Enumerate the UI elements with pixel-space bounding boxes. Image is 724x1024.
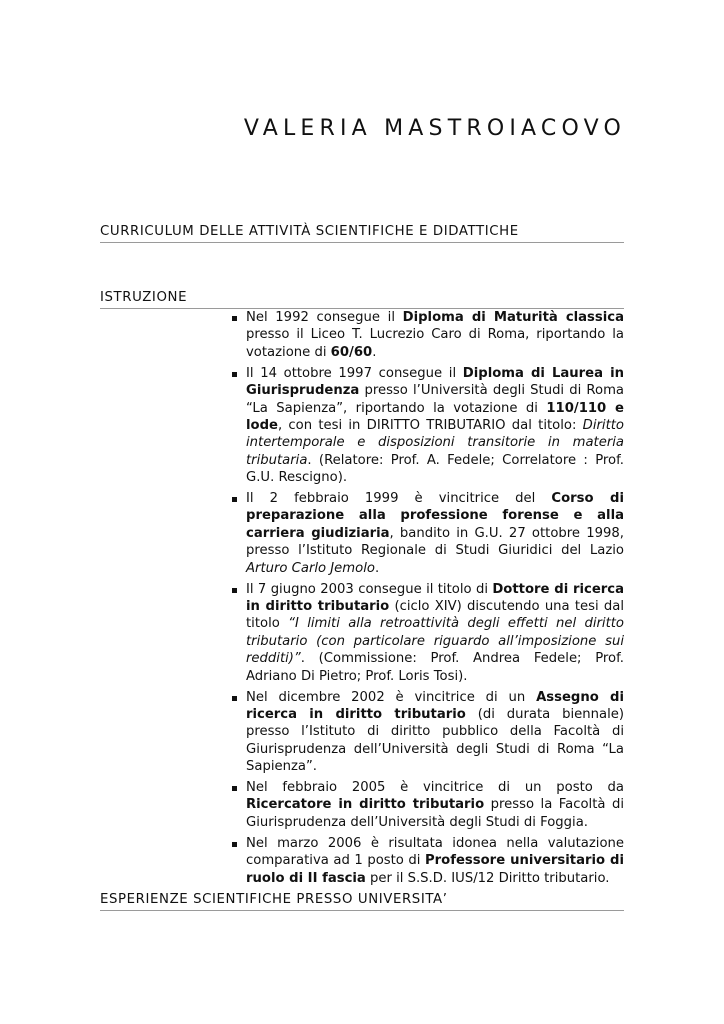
item-bold-text: Dottore di ricerca in diritto tributario <box>246 581 624 614</box>
bullet-icon <box>232 497 237 502</box>
item-text: , bandito in G.U. 27 ottobre 1998, presso l’Istituto Regionale di Studi Giuridici del Lazio <box>246 525 624 559</box>
item-text: Nel febbraio 2005 è vincitrice di un posto da <box>246 780 624 796</box>
curriculum-heading: CURRICULUM DELLE ATTIVITÀ SCIENTIFICHE E DIDATTICHE <box>100 224 624 243</box>
item-bold-text: Ricercatore in diritto tributario <box>246 797 485 813</box>
item-text: per il S.S.D. IUS/12 Diritto tributario. <box>365 870 610 886</box>
bullet-icon <box>232 372 237 377</box>
item-text: Il 14 ottobre 1997 consegue il <box>246 365 463 381</box>
list-item <box>232 689 624 776</box>
item-text: . (Commissione: Prof. Andrea Fedele; Prof. Adriano Di Pietro; Prof. Loris Tosi). <box>246 651 624 684</box>
item-text: Il 2 febbraio 1999 è vincitrice del <box>246 491 552 507</box>
istruzione-list <box>232 309 624 891</box>
list-item <box>232 309 624 361</box>
list-item <box>232 581 624 685</box>
item-bold-text: Diploma di Maturità classica <box>402 310 624 325</box>
item-text: Nel dicembre 2002 è vincitrice di un <box>246 689 537 705</box>
list-item <box>232 490 624 577</box>
list-item <box>232 835 624 887</box>
item-bold-text: Diploma di Laurea in Giurisprudenza <box>246 365 624 399</box>
item-text: (ciclo XIV) discutendo una tesi dal titolo <box>246 599 624 632</box>
item-italic-text: “I limiti alla retroattività degli effetti nel diritto tributario (con particolare riguardo all’imposizione sui redditi)” <box>246 616 624 667</box>
item-italic-text: Diritto intertemporale e disposizioni transitorie in materia tributaria <box>246 417 624 468</box>
item-text: Nel 1992 consegue il <box>246 310 403 325</box>
bullet-icon <box>232 316 237 321</box>
item-text: Il 7 giugno 2003 consegue il titolo di <box>246 581 493 597</box>
item-text: presso l’Università degli Studi di Roma “La Sapienza”, riportando la votazione di <box>246 383 624 416</box>
item-text: , con tesi in DIRITTO TRIBUTARIO dal titolo: <box>277 417 583 433</box>
item-bold-text: 60/60 <box>330 344 373 360</box>
item-text: (di durata biennale) presso l’Istituto di diritto pubblico della Facoltà di Giurisprudenza dell’Università degli Studi di Roma “La Sapienza”. <box>246 706 624 775</box>
item-text: . <box>372 344 377 360</box>
bullet-icon <box>232 588 237 593</box>
item-bold-text: Assegno di ricerca in diritto tributario <box>246 689 624 722</box>
item-bold-text: Professore universitario di ruolo di II fascia <box>246 853 624 886</box>
list-item <box>232 779 624 831</box>
item-italic-text: Arturo Carlo Jemolo <box>246 560 375 576</box>
item-text: Nel marzo 2006 è risultata idonea nella valutazione comparativa ad 1 posto di <box>246 835 624 869</box>
bullet-icon <box>232 842 237 847</box>
esperienze-heading: ESPERIENZE SCIENTIFICHE PRESSO UNIVERSITA’ <box>100 892 624 911</box>
istruzione-heading: ISTRUZIONE <box>100 290 624 309</box>
bullet-icon <box>232 696 237 701</box>
item-text: . (Relatore: Prof. A. Fedele; Correlatore : Prof. G.U. Rescigno). <box>246 452 624 486</box>
author-name: VALERIA MASTROIACOVO <box>243 116 626 141</box>
item-bold-text: 110/110 e lode <box>246 400 624 433</box>
item-text: presso il Liceo T. Lucrezio Caro di Roma, riportando la votazione di <box>246 327 624 360</box>
item-bold-text: Corso di preparazione alla professione forense e alla carriera giudiziaria <box>246 491 624 541</box>
bullet-icon <box>232 786 237 791</box>
list-item <box>232 365 624 487</box>
item-text: presso la Facoltà di Giurisprudenza dell’Università degli Studi di Foggia. <box>246 797 624 830</box>
item-text: . <box>374 560 380 576</box>
